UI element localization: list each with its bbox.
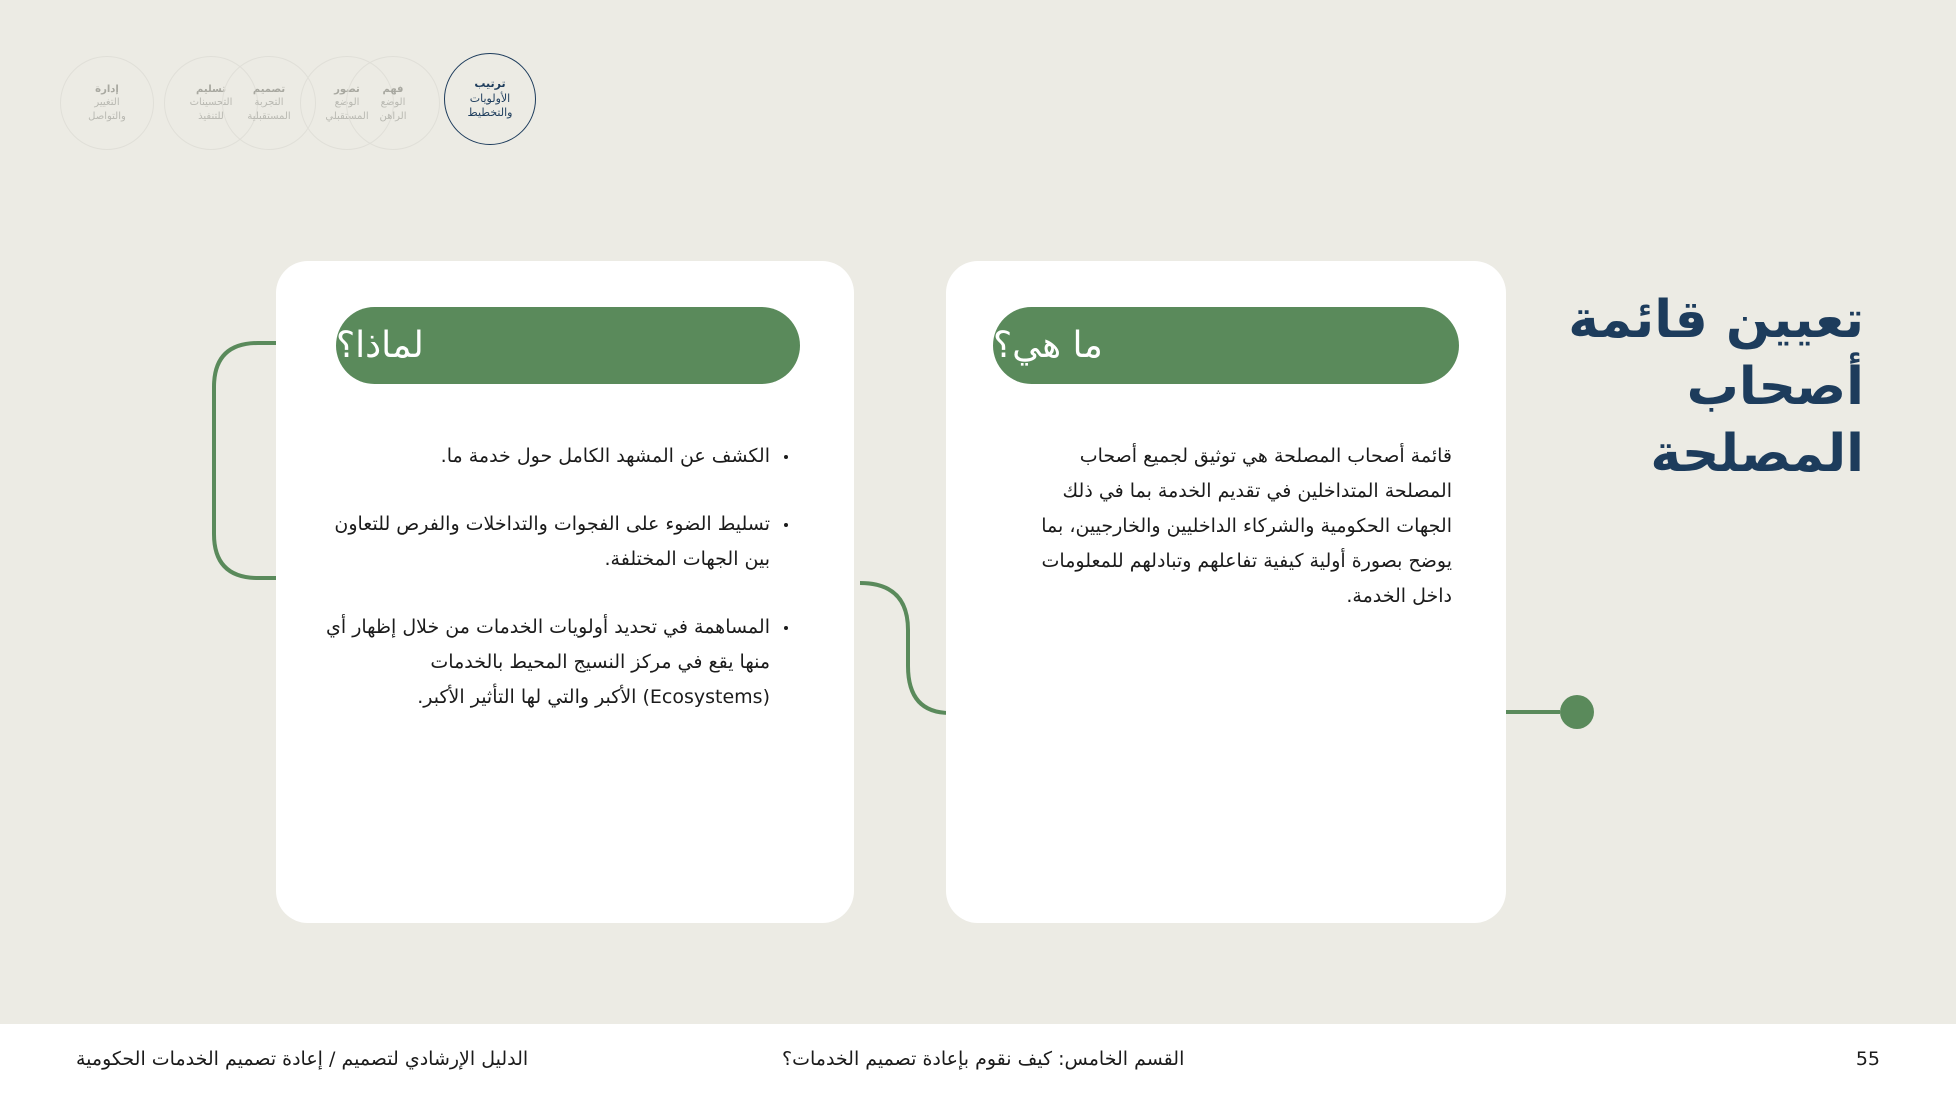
stage-label: تسليم التحسينات للتنفيذ (189, 83, 233, 122)
stage-manage-change[interactable] (60, 56, 154, 150)
card-what-is-it (946, 261, 1506, 923)
what-description: قائمة أصحاب المصلحة هي توثيق لجميع أصحاب المصلحة المتداخلين في تقديم الخدمة بما في ذلك الجهات الحكومية والشركاء الداخليين والخارجيين، بما يوضح بصورة أولية كيفية تفاعلهم وتبادلهم للمعلومات داخل الخدمة. (1041, 445, 1452, 607)
connector-middle (860, 583, 950, 713)
list-item: تسليط الضوء على الفجوات والتداخلات والفرص للتعاون بين الجهات المختلفة. (320, 507, 770, 577)
what-heading-pill: ما هي؟ (993, 307, 1459, 384)
page-number: 55 (1855, 1048, 1880, 1070)
stage-prioritize-plan[interactable] (444, 53, 536, 145)
card-why (276, 261, 854, 923)
stage-label: فهم الوضع الراهن (379, 83, 407, 122)
stage-navigation (0, 0, 560, 160)
footer (0, 1024, 1956, 1100)
why-bullet-list (320, 439, 770, 748)
stage-label: تصور الوضع المستقبلي (325, 83, 369, 122)
list-item: المساهمة في تحديد أولويات الخدمات من خلال إظهار أي منها يقع في مركز النسيج المحيط بالخدمات (Ecosystems) الأكبر والتي لها التأثير الأكبر. (320, 610, 770, 715)
stage-understand-current[interactable] (346, 56, 440, 150)
footer-guide-title: الدليل الإرشادي لتصميم / إعادة تصميم الخدمات الحكومية (76, 1048, 529, 1070)
stage-label: تصميم التجربة المستقبلية (247, 83, 291, 122)
footer-section-title: القسم الخامس: كيف نقوم بإعادة تصميم الخدمات؟ (782, 1048, 1185, 1070)
why-heading-pill: لماذا؟ (336, 307, 800, 384)
page-title: تعيين قائمة أصحاب المصلحة (1568, 289, 1864, 484)
connector-end-dot (1560, 695, 1594, 729)
stage-label: إدارة التغيير والتواصل (88, 83, 126, 122)
list-item: الكشف عن المشهد الكامل حول خدمة ما. (320, 439, 770, 474)
stage-label: ترتيب الأولويات والتخطيط (467, 76, 513, 120)
